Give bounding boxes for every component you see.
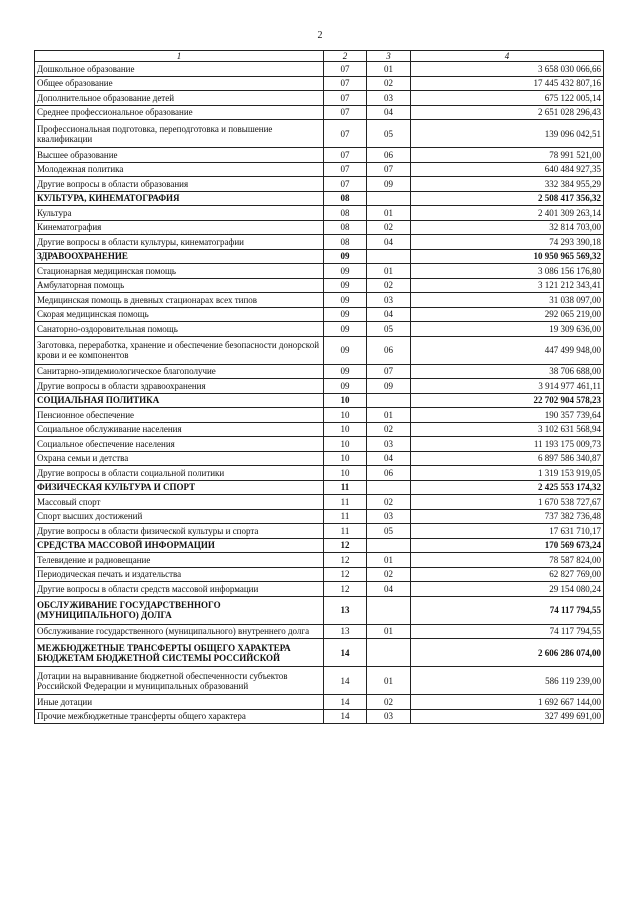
table-row (35, 466, 604, 481)
row-section-code: 12 (324, 567, 367, 582)
row-section-code: 14 (324, 709, 367, 724)
row-name: Скорая медицинская помощь (35, 307, 324, 322)
row-name: Дошкольное образование (35, 62, 324, 77)
row-amount: 3 102 631 568,94 (411, 422, 604, 437)
row-name: Стационарная медицинская помощь (35, 264, 324, 279)
row-subsection-code (367, 249, 411, 264)
row-section-code: 12 (324, 538, 367, 553)
table-row (35, 553, 604, 568)
row-amount: 139 096 042,51 (411, 120, 604, 148)
row-amount: 292 065 219,00 (411, 307, 604, 322)
row-name: Другие вопросы в области образования (35, 177, 324, 192)
row-section-code: 09 (324, 336, 367, 364)
table-row (35, 76, 604, 91)
table-row (35, 393, 604, 408)
row-section-code: 09 (324, 364, 367, 379)
row-name: ОБСЛУЖИВАНИЕ ГОСУДАРСТВЕННОГО (МУНИЦИПАЛЬНОГО) ДОЛГА (35, 596, 324, 624)
row-subsection-code: 03 (367, 437, 411, 452)
header-col-2: 2 (324, 51, 367, 62)
table-row (35, 437, 604, 452)
row-amount: 1 670 538 727,67 (411, 495, 604, 510)
row-subsection-code: 03 (367, 91, 411, 106)
row-amount: 2 401 309 263,14 (411, 206, 604, 221)
row-amount: 332 384 955,29 (411, 177, 604, 192)
row-subsection-code: 01 (367, 667, 411, 695)
table-row (35, 264, 604, 279)
row-amount: 170 569 673,24 (411, 538, 604, 553)
row-name: Заготовка, переработка, хранение и обеспечение безопасности донорской крови и ее компонентов (35, 336, 324, 364)
row-subsection-code: 01 (367, 62, 411, 77)
row-section-code: 07 (324, 162, 367, 177)
row-name: Молодежная политика (35, 162, 324, 177)
row-subsection-code: 04 (367, 235, 411, 250)
row-section-code: 08 (324, 191, 367, 206)
row-name: Другие вопросы в области средств массовой информации (35, 582, 324, 597)
row-name: Прочие межбюджетные трансферты общего характера (35, 709, 324, 724)
table-row (35, 451, 604, 466)
table-row (35, 624, 604, 639)
row-subsection-code: 02 (367, 278, 411, 293)
row-section-code: 11 (324, 509, 367, 524)
row-amount: 10 950 965 569,32 (411, 249, 604, 264)
row-section-code: 07 (324, 76, 367, 91)
row-name: Другие вопросы в области культуры, кинематографии (35, 235, 324, 250)
row-subsection-code: 01 (367, 624, 411, 639)
row-name: Кинематография (35, 220, 324, 235)
table-row (35, 120, 604, 148)
row-section-code: 10 (324, 422, 367, 437)
row-name: Культура (35, 206, 324, 221)
row-name: Массовый спорт (35, 495, 324, 510)
row-amount: 74 293 390,18 (411, 235, 604, 250)
table-row (35, 235, 604, 250)
row-name: Дополнительное образование детей (35, 91, 324, 106)
row-amount: 2 651 028 296,43 (411, 105, 604, 120)
row-amount: 586 119 239,00 (411, 667, 604, 695)
row-section-code: 13 (324, 624, 367, 639)
header-col-3: 3 (367, 51, 411, 62)
row-section-code: 09 (324, 249, 367, 264)
row-name: Другие вопросы в области социальной политики (35, 466, 324, 481)
row-subsection-code: 05 (367, 322, 411, 337)
row-amount: 6 897 586 340,87 (411, 451, 604, 466)
row-amount: 17 445 432 807,16 (411, 76, 604, 91)
row-section-code: 09 (324, 379, 367, 394)
row-section-code: 14 (324, 695, 367, 710)
row-subsection-code (367, 538, 411, 553)
row-amount: 3 914 977 461,11 (411, 379, 604, 394)
row-name: Охрана семьи и детства (35, 451, 324, 466)
row-subsection-code: 02 (367, 695, 411, 710)
row-amount: 78 587 824,00 (411, 553, 604, 568)
row-amount: 62 827 769,00 (411, 567, 604, 582)
row-section-code: 07 (324, 62, 367, 77)
row-subsection-code: 03 (367, 509, 411, 524)
table-row (35, 480, 604, 495)
row-name: Периодическая печать и издательства (35, 567, 324, 582)
row-subsection-code: 07 (367, 162, 411, 177)
row-amount: 3 086 156 176,80 (411, 264, 604, 279)
row-section-code: 13 (324, 596, 367, 624)
row-section-code: 11 (324, 495, 367, 510)
row-subsection-code: 03 (367, 293, 411, 308)
row-name: КУЛЬТУРА, КИНЕМАТОГРАФИЯ (35, 191, 324, 206)
table-row (35, 278, 604, 293)
row-name: Дотации на выравнивание бюджетной обеспеченности субъектов Российской Федерации и муниципальных образований (35, 667, 324, 695)
row-subsection-code: 02 (367, 567, 411, 582)
row-section-code: 07 (324, 148, 367, 163)
table-row (35, 148, 604, 163)
row-amount: 22 702 904 578,23 (411, 393, 604, 408)
row-subsection-code (367, 393, 411, 408)
table-row (35, 249, 604, 264)
row-section-code: 08 (324, 220, 367, 235)
row-name: СРЕДСТВА МАССОВОЙ ИНФОРМАЦИИ (35, 538, 324, 553)
table-row (35, 709, 604, 724)
table-row (35, 422, 604, 437)
row-section-code: 10 (324, 451, 367, 466)
row-name: Медицинская помощь в дневных стационарах всех типов (35, 293, 324, 308)
row-name: Санитарно-эпидемиологическое благополучие (35, 364, 324, 379)
row-section-code: 07 (324, 120, 367, 148)
row-section-code: 11 (324, 524, 367, 539)
row-subsection-code: 05 (367, 524, 411, 539)
table-row (35, 509, 604, 524)
table-row (35, 105, 604, 120)
row-section-code: 12 (324, 582, 367, 597)
table-row (35, 667, 604, 695)
row-name: ФИЗИЧЕСКАЯ КУЛЬТУРА И СПОРТ (35, 480, 324, 495)
row-subsection-code: 09 (367, 177, 411, 192)
row-section-code: 07 (324, 105, 367, 120)
row-amount: 2 508 417 356,32 (411, 191, 604, 206)
row-subsection-code: 01 (367, 408, 411, 423)
row-subsection-code: 04 (367, 582, 411, 597)
row-section-code: 10 (324, 393, 367, 408)
table-row (35, 206, 604, 221)
row-section-code: 14 (324, 639, 367, 667)
row-name: Санаторно-оздоровительная помощь (35, 322, 324, 337)
row-subsection-code: 07 (367, 364, 411, 379)
row-amount: 190 357 739,64 (411, 408, 604, 423)
row-subsection-code (367, 191, 411, 206)
row-amount: 3 658 030 066,66 (411, 62, 604, 77)
header-col-1: 1 (35, 51, 324, 62)
row-section-code: 08 (324, 206, 367, 221)
row-subsection-code: 06 (367, 148, 411, 163)
row-amount: 74 117 794,55 (411, 596, 604, 624)
row-amount: 38 706 688,00 (411, 364, 604, 379)
row-name: Среднее профессиональное образование (35, 105, 324, 120)
row-name: Общее образование (35, 76, 324, 91)
table-row (35, 293, 604, 308)
row-name: Другие вопросы в области здравоохранения (35, 379, 324, 394)
row-section-code: 07 (324, 177, 367, 192)
row-section-code: 09 (324, 264, 367, 279)
table-row (35, 639, 604, 667)
row-amount: 675 122 005,14 (411, 91, 604, 106)
row-subsection-code: 02 (367, 422, 411, 437)
row-section-code: 09 (324, 278, 367, 293)
header-row (35, 51, 604, 62)
row-section-code: 14 (324, 667, 367, 695)
row-name: Социальное обеспечение населения (35, 437, 324, 452)
row-amount: 737 382 736,48 (411, 509, 604, 524)
row-subsection-code (367, 480, 411, 495)
row-name: ЗДРАВООХРАНЕНИЕ (35, 249, 324, 264)
table-row (35, 177, 604, 192)
row-subsection-code: 06 (367, 336, 411, 364)
row-amount: 78 991 521,00 (411, 148, 604, 163)
table-row (35, 364, 604, 379)
row-subsection-code: 04 (367, 105, 411, 120)
row-subsection-code: 02 (367, 495, 411, 510)
row-subsection-code (367, 639, 411, 667)
row-section-code: 10 (324, 408, 367, 423)
table-row (35, 307, 604, 322)
row-amount: 3 121 212 343,41 (411, 278, 604, 293)
row-section-code: 12 (324, 553, 367, 568)
row-subsection-code (367, 596, 411, 624)
table-row (35, 379, 604, 394)
row-subsection-code: 02 (367, 220, 411, 235)
row-subsection-code: 03 (367, 709, 411, 724)
row-subsection-code: 09 (367, 379, 411, 394)
table-row (35, 695, 604, 710)
row-amount: 1 692 667 144,00 (411, 695, 604, 710)
row-section-code: 10 (324, 437, 367, 452)
row-name: Иные дотации (35, 695, 324, 710)
table-row (35, 582, 604, 597)
table-row (35, 91, 604, 106)
table-row (35, 62, 604, 77)
table-row (35, 596, 604, 624)
row-subsection-code: 01 (367, 553, 411, 568)
row-section-code: 10 (324, 466, 367, 481)
row-subsection-code: 01 (367, 264, 411, 279)
row-amount: 447 499 948,00 (411, 336, 604, 364)
table-row (35, 336, 604, 364)
row-section-code: 09 (324, 307, 367, 322)
row-amount: 19 309 636,00 (411, 322, 604, 337)
table-row (35, 567, 604, 582)
row-subsection-code: 01 (367, 206, 411, 221)
row-amount: 31 038 097,00 (411, 293, 604, 308)
page-number: 2 (317, 30, 323, 41)
table-row (35, 408, 604, 423)
row-name: СОЦИАЛЬНАЯ ПОЛИТИКА (35, 393, 324, 408)
table-row (35, 495, 604, 510)
row-amount: 2 606 286 074,00 (411, 639, 604, 667)
table-row (35, 220, 604, 235)
table-row (35, 322, 604, 337)
row-name: Амбулаторная помощь (35, 278, 324, 293)
row-amount: 17 631 710,17 (411, 524, 604, 539)
row-name: Пенсионное обеспечение (35, 408, 324, 423)
header-col-4: 4 (411, 51, 604, 62)
row-amount: 327 499 691,00 (411, 709, 604, 724)
row-subsection-code: 02 (367, 76, 411, 91)
row-amount: 32 814 703,00 (411, 220, 604, 235)
row-subsection-code: 04 (367, 451, 411, 466)
row-name: Обслуживание государственного (муниципального) внутреннего долга (35, 624, 324, 639)
row-section-code: 07 (324, 91, 367, 106)
row-name: Телевидение и радиовещание (35, 553, 324, 568)
row-section-code: 09 (324, 322, 367, 337)
row-subsection-code: 04 (367, 307, 411, 322)
budget-table (34, 50, 604, 724)
row-amount: 74 117 794,55 (411, 624, 604, 639)
table-row (35, 524, 604, 539)
table-row (35, 538, 604, 553)
row-amount: 640 484 927,35 (411, 162, 604, 177)
row-name: Высшее образование (35, 148, 324, 163)
row-section-code: 09 (324, 293, 367, 308)
row-name: Другие вопросы в области физической культуры и спорта (35, 524, 324, 539)
row-name: Профессиональная подготовка, переподготовка и повышение квалификации (35, 120, 324, 148)
row-subsection-code: 06 (367, 466, 411, 481)
row-amount: 2 425 553 174,32 (411, 480, 604, 495)
row-name: Социальное обслуживание населения (35, 422, 324, 437)
table-row (35, 162, 604, 177)
row-section-code: 08 (324, 235, 367, 250)
table-row (35, 191, 604, 206)
row-section-code: 11 (324, 480, 367, 495)
row-amount: 11 193 175 009,73 (411, 437, 604, 452)
row-amount: 1 319 153 919,05 (411, 466, 604, 481)
row-subsection-code: 05 (367, 120, 411, 148)
row-name: МЕЖБЮДЖЕТНЫЕ ТРАНСФЕРТЫ ОБЩЕГО ХАРАКТЕРА БЮДЖЕТАМ БЮДЖЕТНОЙ СИСТЕМЫ РОССИЙСКОЙ (35, 639, 324, 667)
row-amount: 29 154 080,24 (411, 582, 604, 597)
row-name: Спорт высших достижений (35, 509, 324, 524)
